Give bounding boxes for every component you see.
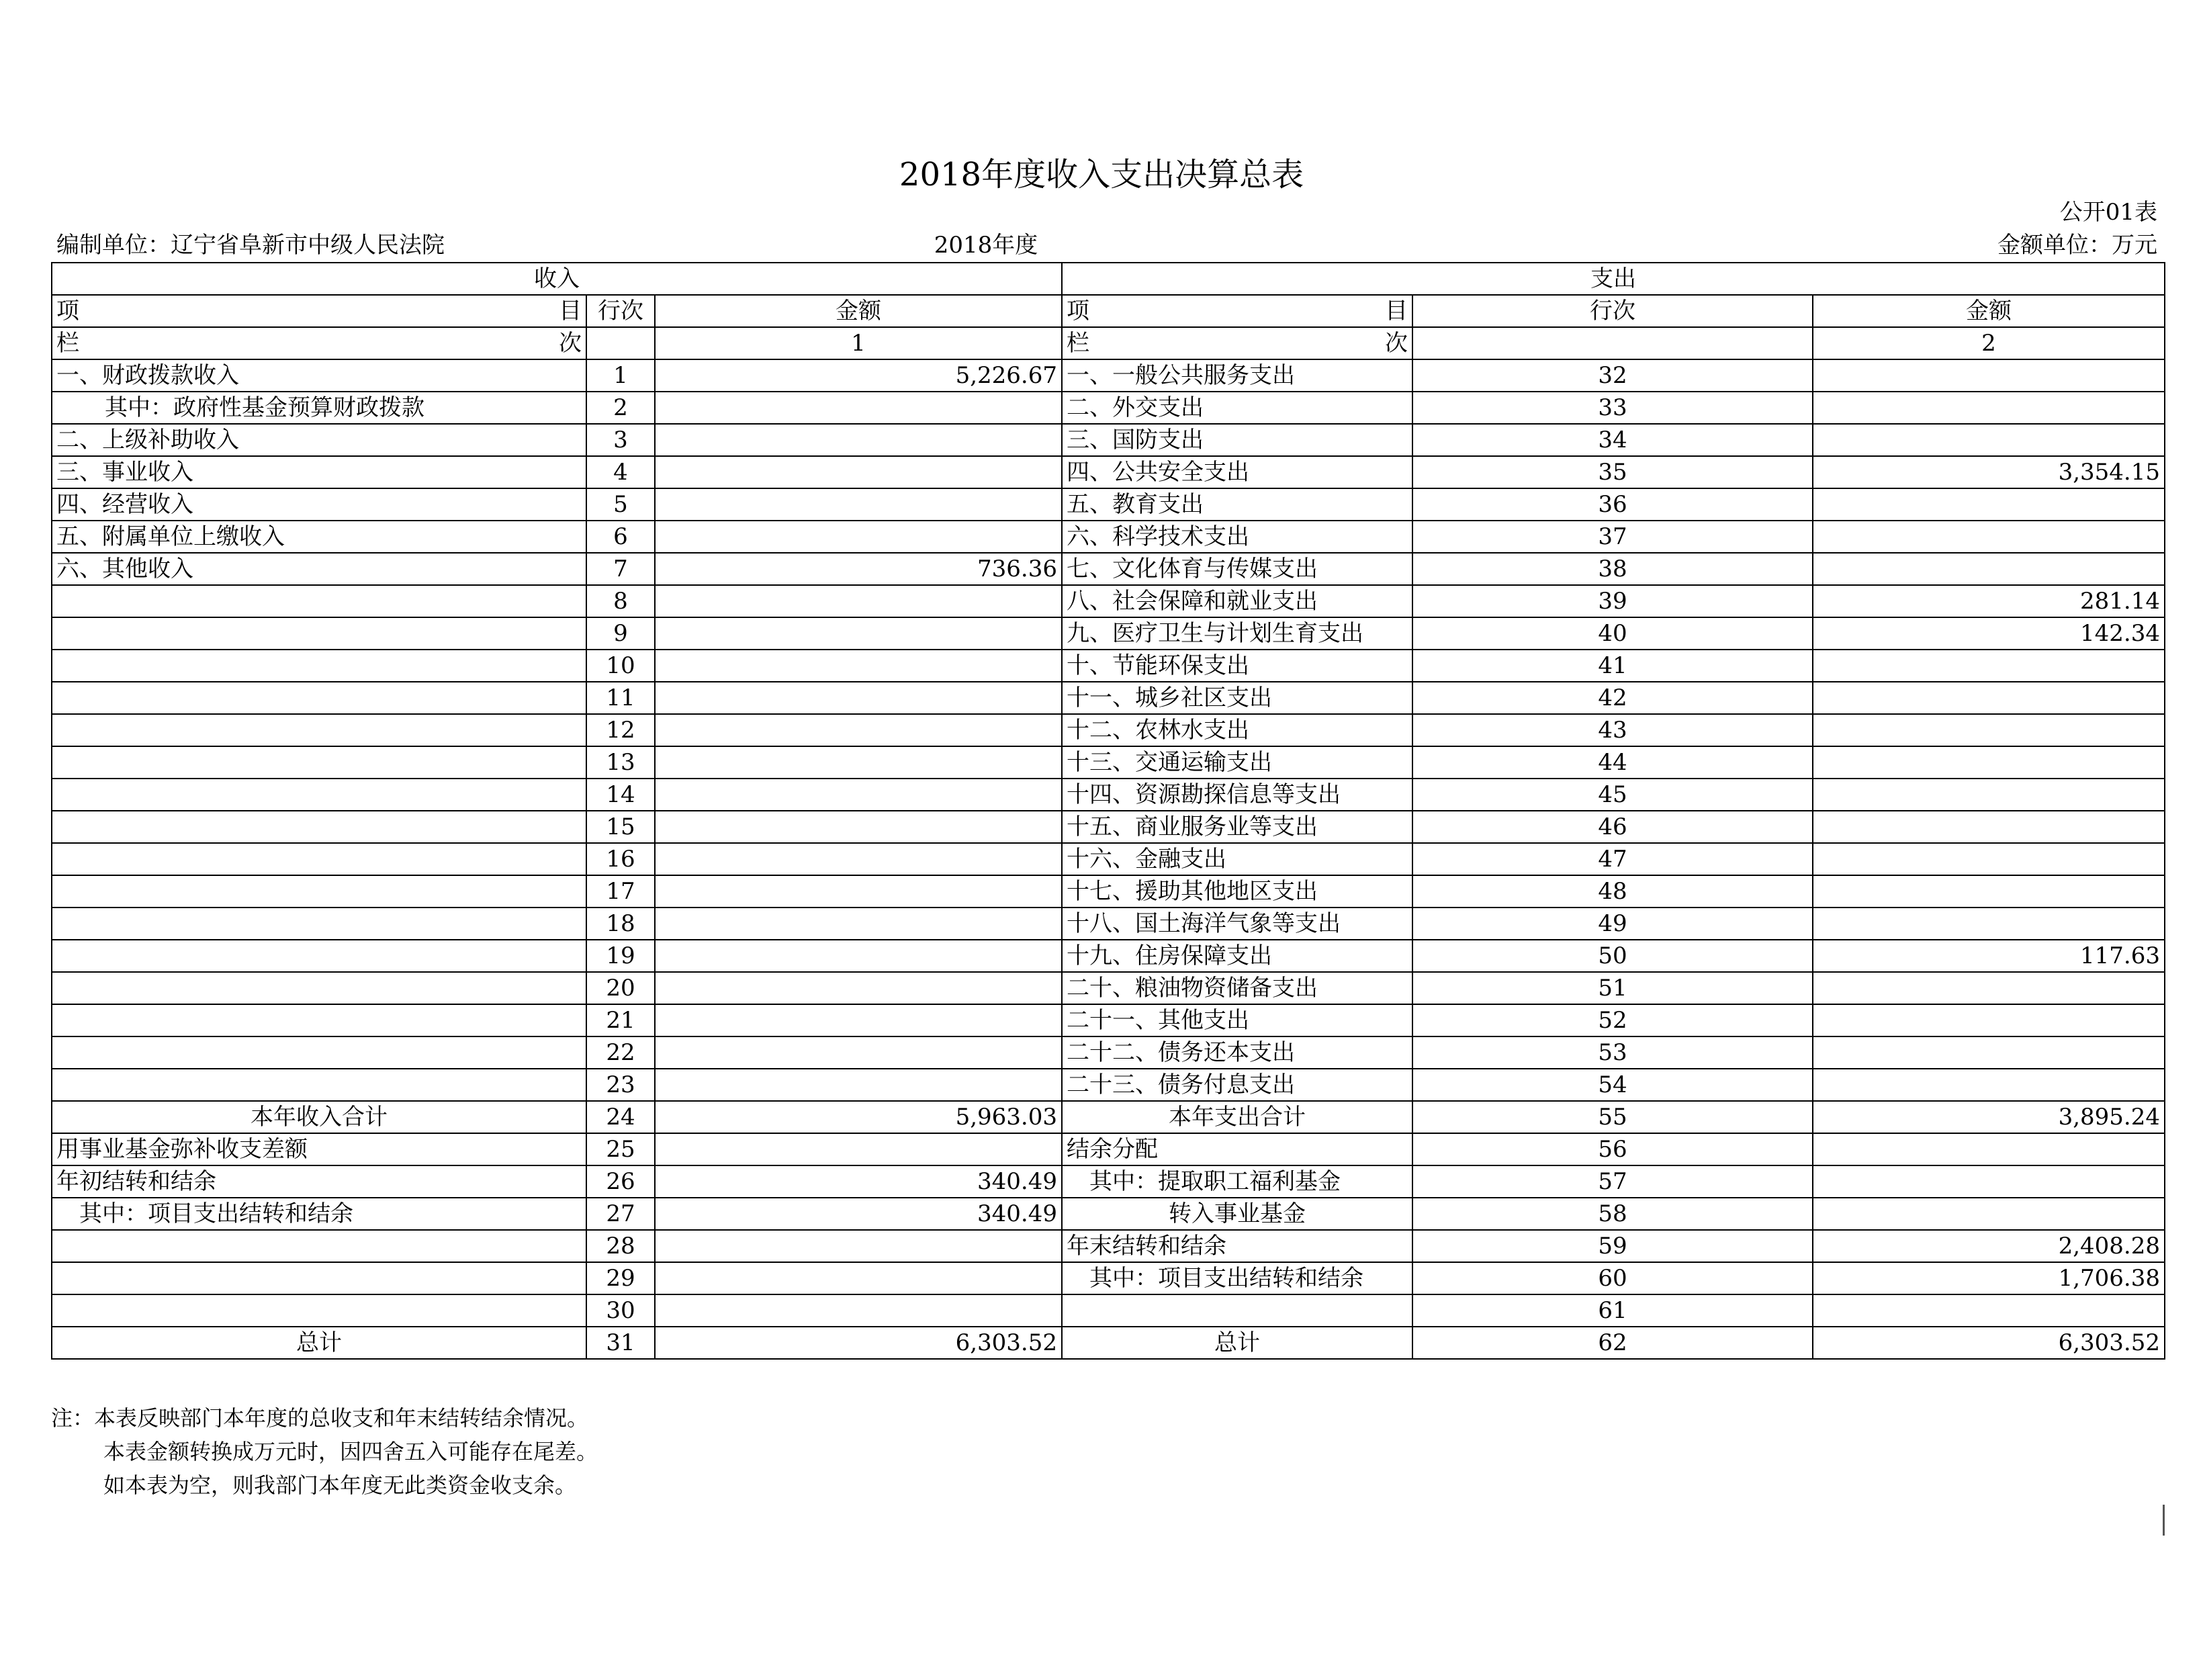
income-row-no-cell: 3 [586,424,655,456]
expense-row-no-cell: 58 [1412,1198,1813,1230]
expense-item-cell: 总计 [1062,1327,1412,1359]
expense-amount-cell [1813,1036,2165,1069]
income-item-cell: 四、经营收入 [52,488,586,521]
income-item-cell [52,1004,586,1036]
table-row [52,521,2165,553]
expense-amount-cell: 142.34 [1813,617,2165,650]
income-row-no-cell: 29 [586,1262,655,1294]
income-item-cell [52,714,586,746]
table-row [52,875,2165,908]
expense-item-cell: 十七、援助其他地区支出 [1062,875,1412,908]
expense-amount-cell [1813,1198,2165,1230]
income-row-no-cell: 23 [586,1069,655,1101]
income-col-label [52,327,586,359]
expense-row-no-cell: 55 [1412,1101,1813,1133]
table-row [52,1101,2165,1133]
income-amount-cell [655,811,1062,843]
expense-amount-cell [1813,1165,2165,1198]
table-row [52,585,2165,617]
income-row-no-cell: 24 [586,1101,655,1133]
expense-item-cell: 年末结转和结余 [1062,1230,1412,1262]
table-row [52,1036,2165,1069]
col-right-label: 次 [1385,330,1408,357]
expense-item-cell: 本年支出合计 [1062,1101,1412,1133]
income-amount-cell [655,521,1062,553]
income-amount-cell [655,1230,1062,1262]
expense-row-no-cell: 59 [1412,1230,1813,1262]
table-row [52,1230,2165,1262]
expense-item-cell: 二十一、其他支出 [1062,1004,1412,1036]
income-col-blank [586,327,655,359]
expense-row-no-cell: 42 [1412,682,1813,714]
income-row-no-cell: 19 [586,940,655,972]
page-title: 2018年度收入支出决算总表 [899,156,1304,193]
income-amount-cell [655,682,1062,714]
income-item-cell [52,617,586,650]
expense-amount-cell: 3,354.15 [1813,456,2165,488]
table-row [52,424,2165,456]
note-line-3: 如本表为空，则我部门本年度无此类资金收支余。 [103,1472,577,1498]
income-amount-cell [655,972,1062,1004]
expense-item-cell: 十九、住房保障支出 [1062,940,1412,972]
expense-amount-cell [1813,424,2165,456]
expense-amount-cell [1813,1069,2165,1101]
income-item-cell [52,908,586,940]
income-amount-cell [655,940,1062,972]
income-section-header: 收入 [52,263,1062,295]
income-item-cell [52,843,586,875]
income-item-cell: 用事业基金弥补收支差额 [52,1133,586,1165]
expense-amount-cell [1813,843,2165,875]
income-item-cell [52,1036,586,1069]
expense-amount-cell: 2,408.28 [1813,1230,2165,1262]
expense-amount-cell [1813,811,2165,843]
expense-row-no-cell: 62 [1412,1327,1813,1359]
income-item-cell [52,779,586,811]
expense-item-cell: 五、教育支出 [1062,488,1412,521]
expense-amount-cell: 281.14 [1813,585,2165,617]
income-item-cell: 六、其他收入 [52,553,586,585]
expense-row-no-cell: 41 [1412,650,1813,682]
expense-row-no-cell: 60 [1412,1262,1813,1294]
table-row [52,617,2165,650]
expense-amount-cell [1813,875,2165,908]
income-col-number: 1 [655,327,1062,359]
column-number-row [52,327,2165,359]
section-header-row [52,263,2165,295]
table-row [52,359,2165,392]
income-amount-cell: 736.36 [655,553,1062,585]
expense-row-no-cell: 34 [1412,424,1813,456]
expense-item-cell: 转入事业基金 [1062,1198,1412,1230]
income-amount-cell [655,779,1062,811]
income-item-cell: 五、附属单位上缴收入 [52,521,586,553]
table-row [52,811,2165,843]
income-row-no-cell: 25 [586,1133,655,1165]
expense-row-no-cell: 51 [1412,972,1813,1004]
income-item-cell: 一、财政拨款收入 [52,359,586,392]
table-row [52,682,2165,714]
expense-item-cell: 二十三、债务付息支出 [1062,1069,1412,1101]
income-item-cell: 年初结转和结余 [52,1165,586,1198]
expense-row-no-cell: 52 [1412,1004,1813,1036]
expense-amount-cell [1813,521,2165,553]
income-item-header [52,295,586,327]
income-row-no-cell: 18 [586,908,655,940]
income-row-no-cell: 7 [586,553,655,585]
table-body [52,359,2165,1359]
item-right-label: 目 [559,298,582,324]
table-row [52,392,2165,424]
expense-amount-cell: 1,706.38 [1813,1262,2165,1294]
expense-amount-cell [1813,553,2165,585]
income-row-no-cell: 15 [586,811,655,843]
income-row-no-cell: 21 [586,1004,655,1036]
note-line-2: 本表金额转换成万元时，因四舍五入可能存在尾差。 [103,1439,598,1464]
expense-item-cell: 八、社会保障和就业支出 [1062,585,1412,617]
expense-amount-cell [1813,682,2165,714]
table-row [52,940,2165,972]
expense-amount-cell [1813,650,2165,682]
income-item-cell: 二、上级补助收入 [52,424,586,456]
table-row [52,1069,2165,1101]
year-label: 2018年度 [934,232,1038,259]
item-left-label: 项 [56,298,79,324]
expense-amount-cell [1813,488,2165,521]
income-row-no-cell: 16 [586,843,655,875]
expense-amount-cell [1813,972,2165,1004]
expense-col-blank [1412,327,1813,359]
table-row [52,1198,2165,1230]
income-row-no-cell: 28 [586,1230,655,1262]
expense-section-header: 支出 [1062,263,2165,295]
item-left-label: 项 [1067,298,1089,324]
income-item-cell: 三、事业收入 [52,456,586,488]
budget-table [51,262,2165,1360]
income-item-cell: 本年收入合计 [52,1101,586,1133]
expense-row-no-cell: 33 [1412,392,1813,424]
expense-item-cell: 三、国防支出 [1062,424,1412,456]
expense-item-cell: 六、科学技术支出 [1062,521,1412,553]
income-amount-cell [655,908,1062,940]
income-row-no-cell: 2 [586,392,655,424]
expense-item-cell: 十三、交通运输支出 [1062,746,1412,779]
expense-row-no-cell: 40 [1412,617,1813,650]
expense-item-cell: 十五、商业服务业等支出 [1062,811,1412,843]
expense-amount-cell [1813,714,2165,746]
expense-row-no-cell: 56 [1412,1133,1813,1165]
table-row [52,1165,2165,1198]
expense-amount-cell [1813,746,2165,779]
income-row-no-cell: 26 [586,1165,655,1198]
income-item-cell [52,1294,586,1327]
income-row-no-cell: 10 [586,650,655,682]
income-amount-cell [655,424,1062,456]
expense-row-no-cell: 44 [1412,746,1813,779]
expense-amount-header: 金额 [1813,295,2165,327]
income-item-cell [52,875,586,908]
table-row [52,779,2165,811]
table-row [52,1133,2165,1165]
income-amount-cell [655,1069,1062,1101]
income-item-cell: 其中：项目支出结转和结余 [52,1198,586,1230]
income-row-no-cell: 12 [586,714,655,746]
expense-item-cell: 四、公共安全支出 [1062,456,1412,488]
income-amount-cell [655,456,1062,488]
income-row-no-cell: 22 [586,1036,655,1069]
expense-item-cell: 九、医疗卫生与计划生育支出 [1062,617,1412,650]
unit-line [52,228,2157,262]
income-amount-cell: 340.49 [655,1165,1062,1198]
income-amount-cell: 6,303.52 [655,1327,1062,1359]
expense-item-cell [1062,1294,1412,1327]
cursor-mark [2163,1505,2165,1536]
expense-amount-cell [1813,1133,2165,1165]
expense-row-no-cell: 49 [1412,908,1813,940]
income-amount-cell [655,617,1062,650]
income-row-no-cell: 11 [586,682,655,714]
expense-row-no-cell: 48 [1412,875,1813,908]
table-row [52,908,2165,940]
income-row-no-cell: 6 [586,521,655,553]
income-amount-cell [655,843,1062,875]
expense-row-no-cell: 47 [1412,843,1813,875]
income-amount-cell [655,488,1062,521]
income-amount-cell [655,1004,1062,1036]
expense-col-label [1062,327,1412,359]
table-row [52,1004,2165,1036]
expense-row-no-cell: 57 [1412,1165,1813,1198]
income-row-no-cell: 13 [586,746,655,779]
expense-row-no-cell: 50 [1412,940,1813,972]
expense-item-cell: 十四、资源勘探信息等支出 [1062,779,1412,811]
money-unit-label: 金额单位：万元 [1997,232,2157,259]
expense-item-header [1062,295,1412,327]
expense-row-no-cell: 46 [1412,811,1813,843]
expense-item-cell: 十八、国土海洋气象等支出 [1062,908,1412,940]
table-row [52,746,2165,779]
expense-item-cell: 二、外交支出 [1062,392,1412,424]
expense-amount-cell [1813,779,2165,811]
table-row [52,553,2165,585]
income-amount-cell [655,1294,1062,1327]
expense-item-cell: 二十二、债务还本支出 [1062,1036,1412,1069]
notes [51,1401,598,1502]
income-amount-cell [655,746,1062,779]
expense-row-no-cell: 45 [1412,779,1813,811]
income-row-no-cell: 4 [586,456,655,488]
expense-amount-cell [1813,908,2165,940]
expense-row-no-cell: 32 [1412,359,1813,392]
table-row [52,1262,2165,1294]
item-right-label: 目 [1385,298,1408,324]
expense-row-no-cell: 54 [1412,1069,1813,1101]
income-amount-cell: 5,963.03 [655,1101,1062,1133]
expense-row-no-cell: 38 [1412,553,1813,585]
form-number: 公开01表 [2059,199,2157,226]
income-item-cell: 其中：政府性基金预算财政拨款 [52,392,586,424]
org-label: 编制单位：辽宁省阜新市中级人民法院 [56,232,445,259]
income-item-cell [52,972,586,1004]
income-item-cell [52,746,586,779]
expense-item-cell: 二十、粮油物资储备支出 [1062,972,1412,1004]
income-amount-cell [655,585,1062,617]
expense-row-no-cell: 37 [1412,521,1813,553]
income-item-cell [52,1262,586,1294]
table-row [52,488,2165,521]
expense-amount-cell: 117.63 [1813,940,2165,972]
expense-item-cell: 其中：项目支出结转和结余 [1062,1262,1412,1294]
income-row-no-cell: 14 [586,779,655,811]
expense-amount-cell: 3,895.24 [1813,1101,2165,1133]
table-row [52,650,2165,682]
table-row [52,714,2165,746]
expense-item-cell: 十一、城乡社区支出 [1062,682,1412,714]
expense-row-no-cell: 53 [1412,1036,1813,1069]
expense-col-number: 2 [1813,327,2165,359]
expense-item-cell: 结余分配 [1062,1133,1412,1165]
expense-item-cell: 七、文化体育与传媒支出 [1062,553,1412,585]
income-amount-cell [655,1133,1062,1165]
expense-amount-cell [1813,392,2165,424]
table-row [52,972,2165,1004]
expense-row-no-cell: 36 [1412,488,1813,521]
column-header-row [52,295,2165,327]
note-line-1: 注：本表反映部门本年度的总收支和年末结转结余情况。 [51,1405,589,1431]
income-row-no-header: 行次 [586,295,655,327]
expense-amount-cell [1813,1004,2165,1036]
income-amount-cell: 340.49 [655,1198,1062,1230]
income-row-no-cell: 1 [586,359,655,392]
income-amount-cell [655,650,1062,682]
income-row-no-cell: 30 [586,1294,655,1327]
col-left-label: 栏 [56,330,79,357]
income-item-cell [52,940,586,972]
income-row-no-cell: 9 [586,617,655,650]
table-row [52,456,2165,488]
expense-row-no-cell: 61 [1412,1294,1813,1327]
income-item-cell [52,1069,586,1101]
expense-row-no-cell: 35 [1412,456,1813,488]
expense-amount-cell: 6,303.52 [1813,1327,2165,1359]
income-amount-cell [655,714,1062,746]
income-row-no-cell: 31 [586,1327,655,1359]
income-row-no-cell: 27 [586,1198,655,1230]
income-row-no-cell: 5 [586,488,655,521]
income-item-cell [52,585,586,617]
expense-item-cell: 一、一般公共服务支出 [1062,359,1412,392]
expense-row-no-cell: 43 [1412,714,1813,746]
income-item-cell [52,1230,586,1262]
expense-row-no-cell: 39 [1412,585,1813,617]
col-right-label: 次 [559,330,582,357]
income-amount-cell [655,875,1062,908]
income-amount-cell: 5,226.67 [655,359,1062,392]
income-amount-header: 金额 [655,295,1062,327]
expense-item-cell: 十六、金融支出 [1062,843,1412,875]
expense-row-no-header: 行次 [1412,295,1813,327]
income-amount-cell [655,1036,1062,1069]
table-row [52,1294,2165,1327]
table-row [52,1327,2165,1359]
income-amount-cell [655,392,1062,424]
income-item-cell: 总计 [52,1327,586,1359]
table-row [52,843,2165,875]
expense-amount-cell [1813,1294,2165,1327]
income-amount-cell [655,1262,1062,1294]
income-item-cell [52,682,586,714]
income-row-no-cell: 17 [586,875,655,908]
income-item-cell [52,650,586,682]
expense-item-cell: 十二、农林水支出 [1062,714,1412,746]
col-left-label: 栏 [1067,330,1089,357]
expense-item-cell: 十、节能环保支出 [1062,650,1412,682]
income-row-no-cell: 20 [586,972,655,1004]
income-item-cell [52,811,586,843]
income-row-no-cell: 8 [586,585,655,617]
expense-amount-cell [1813,359,2165,392]
expense-item-cell: 其中：提取职工福利基金 [1062,1165,1412,1198]
